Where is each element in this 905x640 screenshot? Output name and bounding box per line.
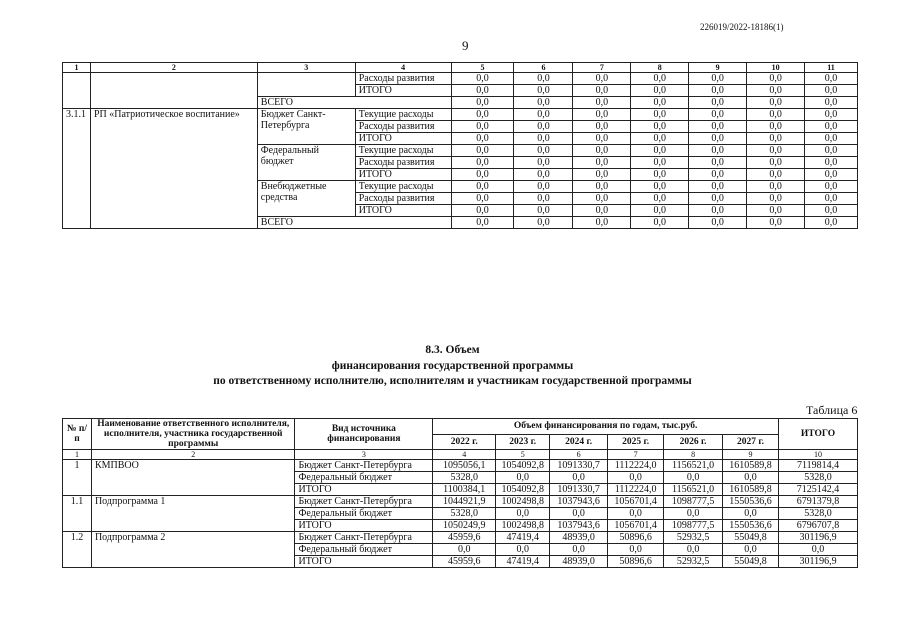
- expense-type-cell: Текущие расходы: [355, 181, 451, 193]
- value-cell: 0,0: [573, 109, 631, 121]
- value-cell: 0,0: [550, 508, 608, 520]
- value-cell: 0,0: [514, 217, 573, 229]
- table-row: [63, 73, 858, 85]
- column-index-cell: 3: [257, 63, 355, 73]
- value-cell: 0,0: [631, 217, 689, 229]
- item-num-cell: 1.2: [63, 532, 92, 568]
- value-cell: 0,0: [631, 133, 689, 145]
- source-cell: Федеральный бюджет: [295, 472, 433, 484]
- header-num: № п/п: [63, 419, 92, 450]
- value-cell: 0,0: [631, 157, 689, 169]
- value-cell: 0,0: [805, 121, 858, 133]
- value-cell: 0,0: [451, 109, 514, 121]
- source-cell: ИТОГО: [295, 520, 433, 532]
- value-cell: 0,0: [631, 205, 689, 217]
- column-index-cell: 7: [573, 63, 631, 73]
- value-cell: 52932,5: [664, 532, 723, 544]
- value-cell: 0,0: [451, 193, 514, 205]
- item-name-cell: [90, 73, 257, 109]
- column-index-cell: 11: [805, 63, 858, 73]
- column-index-cell: 1: [63, 450, 92, 460]
- expense-type-cell: Расходы развития: [355, 157, 451, 169]
- value-cell: 0,0: [689, 217, 747, 229]
- expense-type-cell: Текущие расходы: [355, 145, 451, 157]
- column-index-cell: 6: [550, 450, 608, 460]
- header-volume: Объем финансирования по годам, тыс.руб.: [433, 419, 779, 435]
- value-cell: 0,0: [747, 181, 805, 193]
- value-cell: 1112224,0: [608, 460, 664, 472]
- funding-detail-table: [62, 62, 858, 229]
- value-cell: 47419,4: [496, 532, 550, 544]
- value-cell: 1056701,4: [608, 496, 664, 508]
- value-cell: 0,0: [689, 85, 747, 97]
- document-id: 226019/2022-18186(1): [700, 22, 784, 32]
- expense-type-cell: ИТОГО: [355, 205, 451, 217]
- value-cell: 0,0: [514, 145, 573, 157]
- expense-type-cell: Расходы развития: [355, 73, 451, 85]
- column-index-cell: 4: [355, 63, 451, 73]
- value-cell: 0,0: [664, 544, 723, 556]
- value-cell: 0,0: [514, 157, 573, 169]
- header-year: 2026 г.: [664, 434, 723, 450]
- value-cell: 1112224,0: [608, 484, 664, 496]
- item-name-cell: КМПВОО: [91, 460, 295, 496]
- expense-type-cell: ИТОГО: [355, 85, 451, 97]
- source-cell: Федеральный бюджет: [257, 145, 355, 181]
- value-cell: 0,0: [805, 169, 858, 181]
- value-cell: 0,0: [689, 193, 747, 205]
- value-cell: 0,0: [631, 121, 689, 133]
- value-cell: 0,0: [689, 97, 747, 109]
- value-cell: 0,0: [747, 169, 805, 181]
- value-cell: 0,0: [747, 109, 805, 121]
- source-cell: Внебюджетные средства: [257, 181, 355, 217]
- section-heading-3: по ответственному исполнителю, исполнителям и участникам государственной программы: [213, 375, 692, 387]
- value-cell: 1056701,4: [608, 520, 664, 532]
- item-name-cell: Подпрограмма 2: [91, 532, 295, 568]
- value-cell: 7119814,4: [779, 460, 858, 472]
- value-cell: 0,0: [496, 508, 550, 520]
- value-cell: 0,0: [451, 145, 514, 157]
- value-cell: 0,0: [514, 169, 573, 181]
- value-cell: 0,0: [514, 85, 573, 97]
- value-cell: 0,0: [631, 193, 689, 205]
- header-total: ИТОГО: [779, 419, 858, 450]
- column-index-row: [63, 450, 858, 460]
- value-cell: 0,0: [573, 145, 631, 157]
- value-cell: 0,0: [664, 508, 723, 520]
- value-cell: 1054092,8: [496, 460, 550, 472]
- value-cell: 301196,9: [779, 532, 858, 544]
- value-cell: 0,0: [631, 73, 689, 85]
- source-cell: [257, 73, 355, 97]
- column-index-cell: 4: [433, 450, 496, 460]
- value-cell: 0,0: [805, 217, 858, 229]
- column-index-cell: 10: [747, 63, 805, 73]
- value-cell: 0,0: [805, 73, 858, 85]
- column-index-cell: 5: [451, 63, 514, 73]
- value-cell: 1098777,5: [664, 520, 723, 532]
- value-cell: 0,0: [747, 193, 805, 205]
- total-label-cell: ВСЕГО: [257, 97, 451, 109]
- value-cell: 50896,6: [608, 556, 664, 568]
- value-cell: 1610589,8: [723, 484, 779, 496]
- value-cell: 0,0: [433, 544, 496, 556]
- value-cell: 0,0: [747, 97, 805, 109]
- value-cell: 0,0: [689, 73, 747, 85]
- value-cell: 55049,8: [723, 556, 779, 568]
- total-label-cell: ВСЕГО: [257, 217, 451, 229]
- value-cell: 0,0: [631, 145, 689, 157]
- expense-type-cell: Расходы развития: [355, 121, 451, 133]
- value-cell: 0,0: [451, 97, 514, 109]
- value-cell: 0,0: [805, 193, 858, 205]
- value-cell: 0,0: [451, 121, 514, 133]
- source-cell: ИТОГО: [295, 556, 433, 568]
- expense-type-cell: Текущие расходы: [355, 109, 451, 121]
- value-cell: 301196,9: [779, 556, 858, 568]
- funding-by-executor-table: [62, 418, 858, 568]
- expense-type-cell: ИТОГО: [355, 133, 451, 145]
- value-cell: 0,0: [747, 121, 805, 133]
- header-year: 2024 г.: [550, 434, 608, 450]
- value-cell: 0,0: [723, 472, 779, 484]
- value-cell: 0,0: [689, 181, 747, 193]
- value-cell: 0,0: [514, 181, 573, 193]
- value-cell: 0,0: [573, 97, 631, 109]
- value-cell: 0,0: [608, 508, 664, 520]
- source-cell: Федеральный бюджет: [295, 508, 433, 520]
- table-caption: Таблица 6: [806, 403, 858, 417]
- item-num-cell: [63, 73, 91, 109]
- value-cell: 5328,0: [433, 472, 496, 484]
- value-cell: 0,0: [805, 157, 858, 169]
- value-cell: 5328,0: [779, 472, 858, 484]
- value-cell: 0,0: [723, 508, 779, 520]
- value-cell: 1037943,6: [550, 496, 608, 508]
- value-cell: 50896,6: [608, 532, 664, 544]
- value-cell: 0,0: [451, 85, 514, 97]
- column-index-cell: 2: [91, 450, 295, 460]
- value-cell: 1002498,8: [496, 520, 550, 532]
- value-cell: 0,0: [451, 157, 514, 169]
- value-cell: 0,0: [689, 145, 747, 157]
- value-cell: 0,0: [573, 205, 631, 217]
- page-number: 9: [462, 38, 469, 53]
- table-row: [63, 532, 858, 544]
- value-cell: 0,0: [573, 181, 631, 193]
- value-cell: 0,0: [608, 472, 664, 484]
- source-cell: Бюджет Санкт-Петербурга: [295, 460, 433, 472]
- value-cell: 0,0: [573, 193, 631, 205]
- value-cell: 0,0: [689, 205, 747, 217]
- source-cell: Бюджет Санкт-Петербурга: [257, 109, 355, 145]
- value-cell: 1050249,9: [433, 520, 496, 532]
- value-cell: 0,0: [689, 169, 747, 181]
- column-index-cell: 3: [295, 450, 433, 460]
- value-cell: 1091330,7: [550, 460, 608, 472]
- value-cell: 0,0: [573, 73, 631, 85]
- value-cell: 6791379,8: [779, 496, 858, 508]
- value-cell: 0,0: [573, 85, 631, 97]
- value-cell: 0,0: [514, 193, 573, 205]
- value-cell: 0,0: [550, 472, 608, 484]
- value-cell: 48939,0: [550, 532, 608, 544]
- item-num-cell: 1: [63, 460, 92, 496]
- value-cell: 1550536,6: [723, 520, 779, 532]
- value-cell: 0,0: [514, 121, 573, 133]
- value-cell: 48939,0: [550, 556, 608, 568]
- item-name-cell: Подпрограмма 1: [91, 496, 295, 532]
- value-cell: 5328,0: [433, 508, 496, 520]
- column-index-cell: 1: [63, 63, 91, 73]
- value-cell: 0,0: [496, 544, 550, 556]
- value-cell: 0,0: [631, 169, 689, 181]
- value-cell: 0,0: [805, 109, 858, 121]
- source-cell: Федеральный бюджет: [295, 544, 433, 556]
- item-num-cell: 1.1: [63, 496, 92, 532]
- value-cell: 0,0: [550, 544, 608, 556]
- value-cell: 0,0: [573, 169, 631, 181]
- column-index-cell: 5: [496, 450, 550, 460]
- column-index-row: [63, 63, 858, 73]
- value-cell: 0,0: [573, 217, 631, 229]
- column-index-cell: 9: [723, 450, 779, 460]
- value-cell: 0,0: [689, 109, 747, 121]
- source-cell: Бюджет Санкт-Петербурга: [295, 496, 433, 508]
- value-cell: 0,0: [805, 205, 858, 217]
- header-name: Наименование ответственного исполнителя, исполнителя, участника государственной программы: [91, 419, 295, 450]
- value-cell: 1156521,0: [664, 484, 723, 496]
- value-cell: 0,0: [747, 133, 805, 145]
- value-cell: 1095056,1: [433, 460, 496, 472]
- section-heading-1: 8.3. Объем: [425, 344, 480, 356]
- value-cell: 1037943,6: [550, 520, 608, 532]
- source-cell: ИТОГО: [295, 484, 433, 496]
- value-cell: 0,0: [451, 205, 514, 217]
- value-cell: 0,0: [689, 133, 747, 145]
- value-cell: 0,0: [631, 97, 689, 109]
- value-cell: 0,0: [805, 145, 858, 157]
- value-cell: 0,0: [514, 73, 573, 85]
- expense-type-cell: ИТОГО: [355, 169, 451, 181]
- value-cell: 7125142,4: [779, 484, 858, 496]
- header-source: Вид источника финансирования: [295, 419, 433, 450]
- header-year: 2025 г.: [608, 434, 664, 450]
- table-row: [63, 109, 858, 121]
- value-cell: 0,0: [723, 544, 779, 556]
- value-cell: 0,0: [631, 109, 689, 121]
- column-index-cell: 8: [631, 63, 689, 73]
- value-cell: 1100384,1: [433, 484, 496, 496]
- value-cell: 55049,8: [723, 532, 779, 544]
- value-cell: 1054092,8: [496, 484, 550, 496]
- value-cell: 0,0: [805, 181, 858, 193]
- value-cell: 0,0: [805, 85, 858, 97]
- column-index-cell: 10: [779, 450, 858, 460]
- value-cell: 0,0: [514, 109, 573, 121]
- value-cell: 0,0: [779, 544, 858, 556]
- source-cell: Бюджет Санкт-Петербурга: [295, 532, 433, 544]
- value-cell: 45959,6: [433, 532, 496, 544]
- header-year: 2022 г.: [433, 434, 496, 450]
- column-index-cell: 7: [608, 450, 664, 460]
- value-cell: 0,0: [573, 157, 631, 169]
- value-cell: 0,0: [805, 97, 858, 109]
- value-cell: 0,0: [451, 169, 514, 181]
- value-cell: 0,0: [747, 145, 805, 157]
- column-index-cell: 2: [90, 63, 257, 73]
- value-cell: 6796707,8: [779, 520, 858, 532]
- value-cell: 0,0: [573, 133, 631, 145]
- value-cell: 0,0: [664, 472, 723, 484]
- value-cell: 0,0: [451, 73, 514, 85]
- value-cell: 0,0: [689, 121, 747, 133]
- section-heading-2: финансирования государственной программы: [331, 360, 574, 372]
- value-cell: 5328,0: [779, 508, 858, 520]
- value-cell: 0,0: [496, 472, 550, 484]
- value-cell: 0,0: [631, 181, 689, 193]
- item-name-cell: РП «Патриотическое воспитание»: [90, 109, 257, 229]
- value-cell: 1098777,5: [664, 496, 723, 508]
- value-cell: 47419,4: [496, 556, 550, 568]
- header-year: 2023 г.: [496, 434, 550, 450]
- value-cell: 0,0: [805, 133, 858, 145]
- value-cell: 0,0: [747, 73, 805, 85]
- column-index-cell: 9: [689, 63, 747, 73]
- header-year: 2027 г.: [723, 434, 779, 450]
- value-cell: 45959,6: [433, 556, 496, 568]
- value-cell: 1156521,0: [664, 460, 723, 472]
- value-cell: 0,0: [451, 181, 514, 193]
- value-cell: 0,0: [514, 133, 573, 145]
- expense-type-cell: Расходы развития: [355, 193, 451, 205]
- value-cell: 0,0: [747, 85, 805, 97]
- column-index-cell: 6: [514, 63, 573, 73]
- value-cell: 0,0: [573, 121, 631, 133]
- value-cell: 0,0: [747, 205, 805, 217]
- value-cell: 0,0: [608, 544, 664, 556]
- value-cell: 0,0: [451, 133, 514, 145]
- value-cell: 52932,5: [664, 556, 723, 568]
- value-cell: 1044921,9: [433, 496, 496, 508]
- value-cell: 1550536,6: [723, 496, 779, 508]
- value-cell: 1002498,8: [496, 496, 550, 508]
- column-index-cell: 8: [664, 450, 723, 460]
- value-cell: 0,0: [631, 85, 689, 97]
- value-cell: 0,0: [689, 157, 747, 169]
- value-cell: 1091330,7: [550, 484, 608, 496]
- table-row: [63, 460, 858, 472]
- value-cell: 0,0: [747, 157, 805, 169]
- value-cell: 0,0: [514, 205, 573, 217]
- value-cell: 0,0: [451, 217, 514, 229]
- value-cell: 0,0: [747, 217, 805, 229]
- item-num-cell: 3.1.1: [63, 109, 91, 229]
- value-cell: 0,0: [514, 97, 573, 109]
- value-cell: 1610589,8: [723, 460, 779, 472]
- table-row: [63, 496, 858, 508]
